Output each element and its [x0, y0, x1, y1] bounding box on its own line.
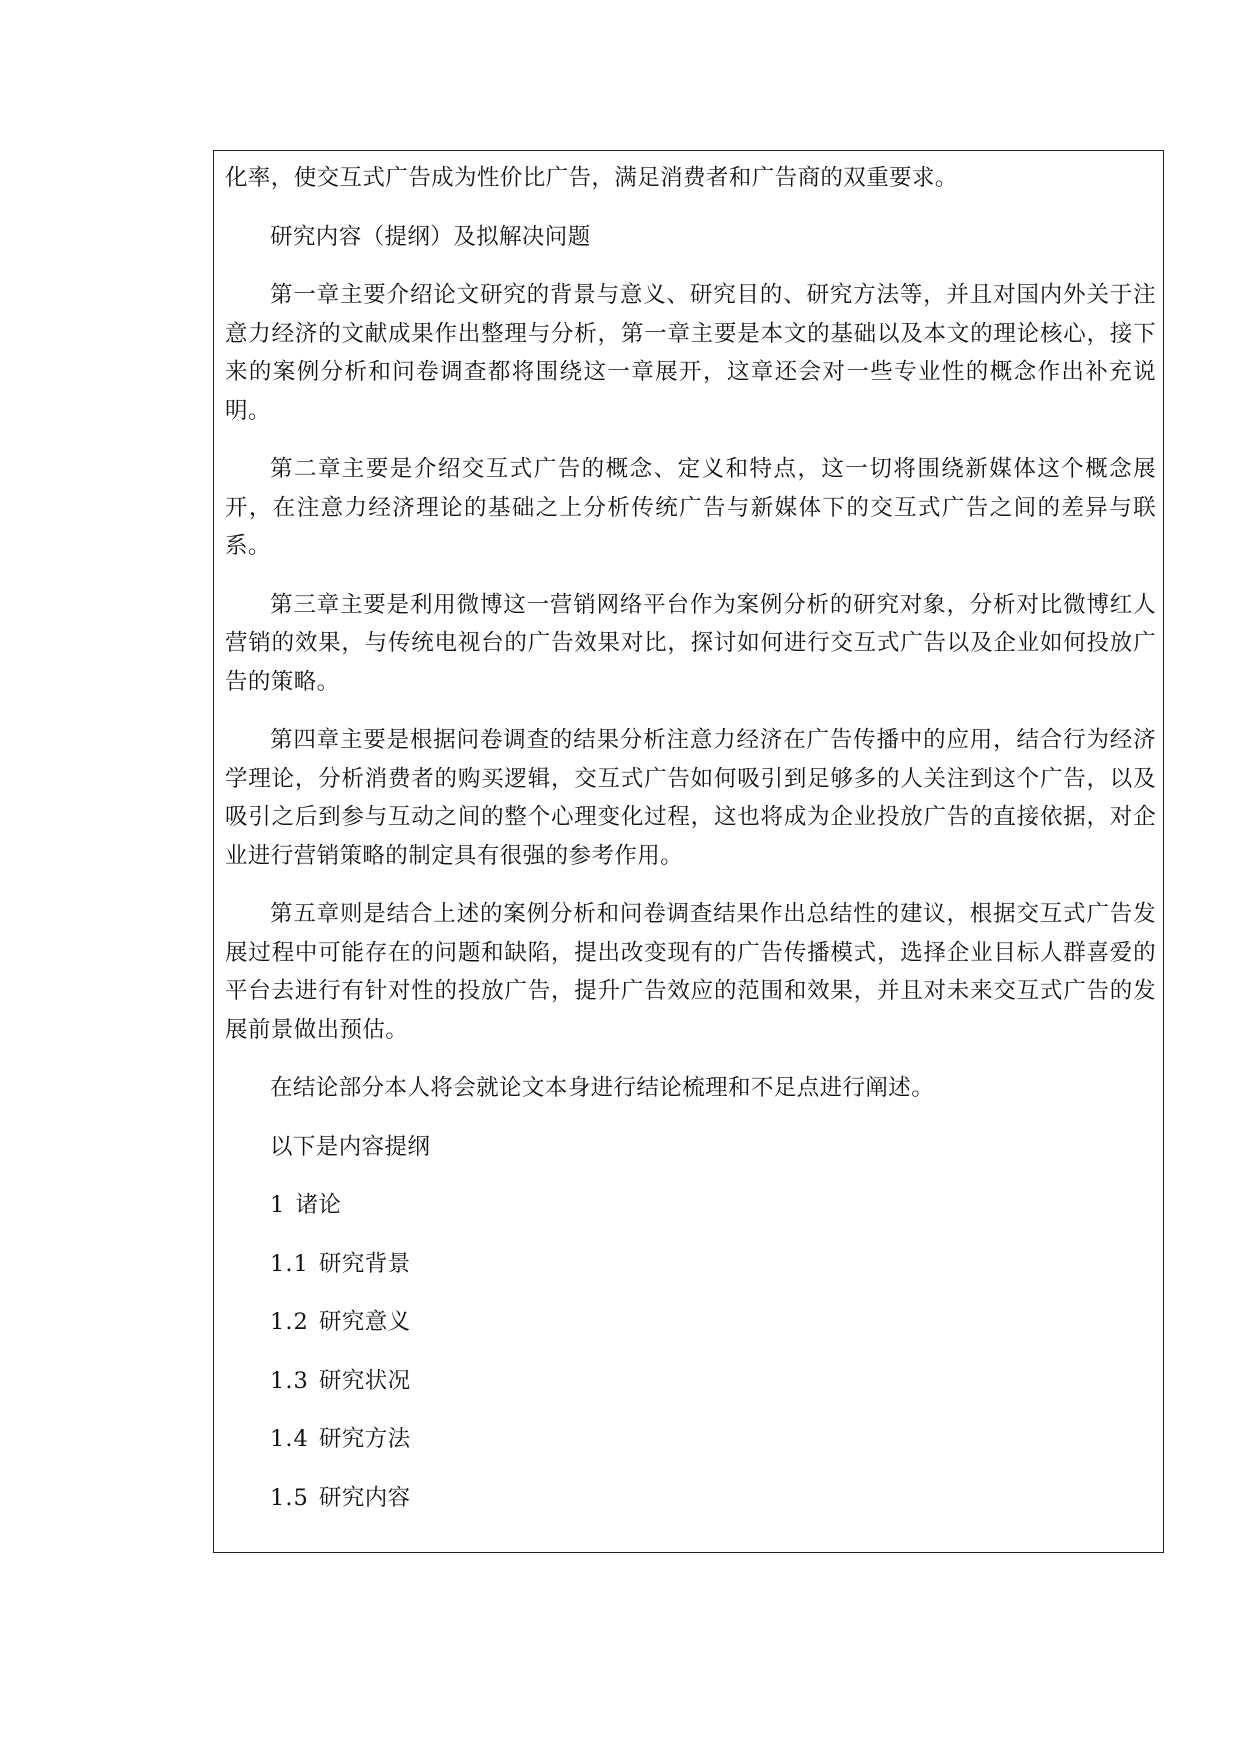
outline-item-title: 研究方法	[318, 1426, 411, 1452]
chapter-4-paragraph: 第四章主要是根据问卷调查的结果分析注意力经济在广告传播中的应用，结合行为经济学理论，分析消费者的购买逻辑，交互式广告如何吸引到足够多的人关注到这个广告，以及吸引之后到参与互动之间的整个心理变化过程，这也将成为企业投放广告的直接依据，对企业进行营销策略的制定具有很强的参考作用。	[225, 727, 1156, 869]
chapter-5-paragraph: 第五章则是结合上述的案例分析和问卷调查结果作出总结性的建议，根据交互式广告发展过程中可能存在的问题和缺陷，提出改变现有的广告传播模式，选择企业目标人群喜爱的平台去进行有针对性的投放广告，提升广告效应的范围和效果，并且对未来交互式广告的发展前景做出预估。	[225, 901, 1156, 1043]
document-table-cell	[213, 150, 1164, 1553]
chapter-1-paragraph: 第一章主要介绍论文研究的背景与意义、研究目的、研究方法等，并且对国内外关于注意力经济的文献成果作出整理与分析，第一章主要是本文的基础以及本文的理论核心，接下来的案例分析和问卷调查都将围绕这一章展开，这章还会对一些专业性的概念作出补充说明。	[225, 282, 1156, 424]
chapter-2-paragraph: 第二章主要是介绍交互式广告的概念、定义和特点，这一切将围绕新媒体这个概念展开，在注意力经济理论的基础之上分析传统广告与新媒体下的交互式广告之间的差异与联系。	[225, 456, 1156, 559]
outline-item-number: 1.1	[270, 1250, 309, 1277]
section-heading: 研究内容（提纲）及拟解决问题	[270, 223, 591, 250]
chapter-3-paragraph: 第三章主要是利用微博这一营销网络平台作为案例分析的研究对象，分析对比微博红人营销的效果，与传统电视台的广告效果对比，探讨如何进行交互式广告以及企业如何投放广告的策略。	[225, 591, 1156, 695]
outline-item	[225, 1303, 1156, 1342]
outline-item-title: 研究背景	[318, 1250, 411, 1277]
outline-item	[225, 1245, 1156, 1284]
outline-item-number: 1.4	[270, 1426, 309, 1452]
conclusion-paragraph: 在结论部分本人将会就论文本身进行结论梳理和不足点进行阐述。	[270, 1075, 935, 1101]
outline-item-title: 研究意义	[318, 1309, 411, 1335]
outline-item-number: 1.3	[270, 1367, 309, 1394]
outline-item	[225, 1186, 1156, 1225]
outline-item-number: 1.5	[270, 1484, 309, 1511]
outline-item-number: 1.2	[270, 1309, 309, 1335]
outline-item-number: 1	[270, 1192, 286, 1218]
outline-item-title: 研究内容	[318, 1484, 411, 1511]
outline-intro: 以下是内容提纲	[270, 1133, 431, 1160]
outline-item	[225, 1362, 1156, 1401]
continuation-paragraph: 化率，使交互式广告成为性价比广告，满足消费者和广告商的双重要求。	[225, 165, 958, 191]
outline-item-title: 诸论	[295, 1192, 342, 1218]
outline-item	[225, 1420, 1156, 1459]
document-body	[225, 159, 1156, 1537]
outline-item-title: 研究状况	[318, 1367, 411, 1394]
outline-item	[225, 1479, 1156, 1518]
